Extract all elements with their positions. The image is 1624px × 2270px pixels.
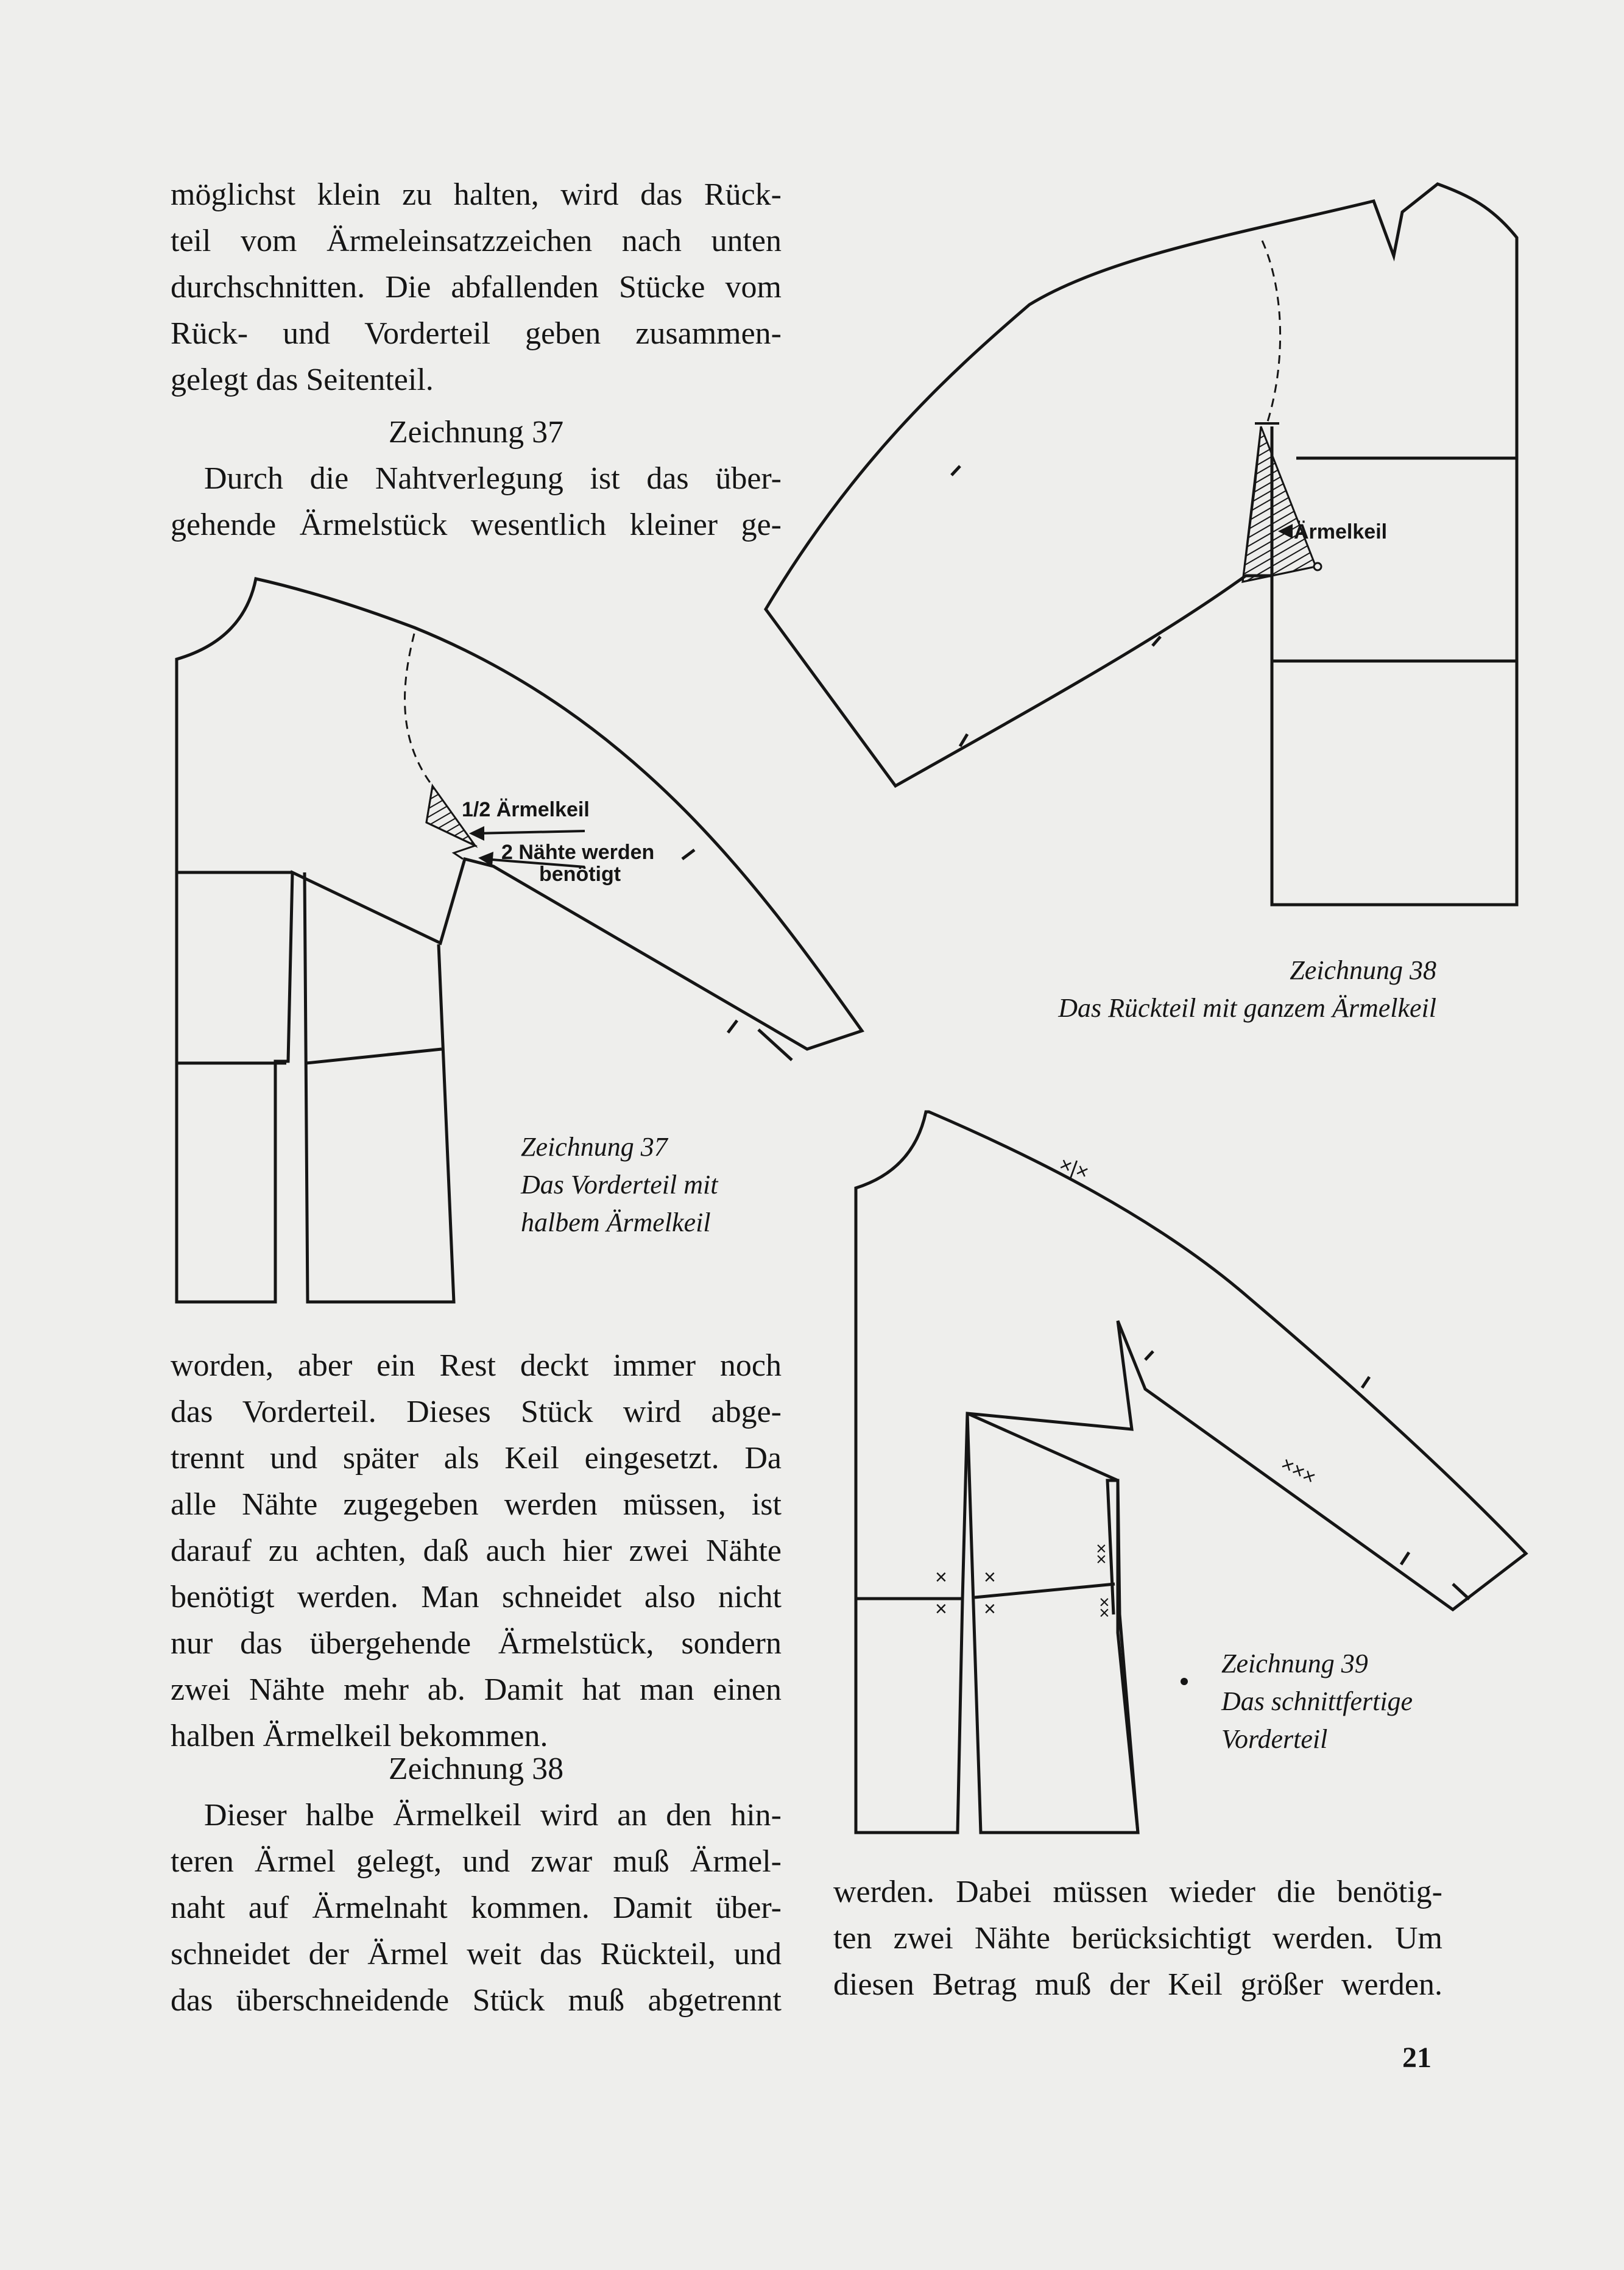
sleeve-notch: [1145, 1351, 1153, 1360]
text-line: möglichst klein zu halten, wird das Rück-: [171, 177, 782, 212]
text-line: durchschnitten. Die abfallenden Stücke vom: [171, 270, 782, 305]
mark-side-upper: ××: [1091, 1543, 1111, 1565]
arrow-head: [469, 826, 484, 841]
caption-title: Zeichnung 39: [1221, 1649, 1368, 1678]
text-line: ten zwei Nähte berücksichtigt werden. Um: [833, 1921, 1442, 1956]
figure-37: [177, 579, 862, 1302]
mark-hip-left-top: ×: [935, 1566, 947, 1589]
text-line: Durch die Nahtverlegung ist das über-: [204, 461, 782, 496]
text-line: das überschneidende Stück muß abgetrennt: [171, 1983, 782, 2018]
mark-sleeve: ×××: [1277, 1452, 1320, 1490]
caption-line: Das schnittfertige: [1221, 1686, 1413, 1716]
front-piece-outline: [177, 579, 862, 1302]
lower-panel-outline: [967, 1413, 1138, 1833]
text-line: zwei Nähte mehr ab. Damit hat man einen: [171, 1672, 782, 1707]
mark-hip-center-top: ×: [984, 1566, 996, 1589]
text-line: worden, aber ein Rest deckt immer noch: [171, 1348, 782, 1383]
caption-line: Das Rückteil mit ganzem Ärmelkeil: [1058, 993, 1436, 1023]
text-line: alle Nähte zugegeben werden müssen, ist: [171, 1487, 782, 1522]
text-line: diesen Betrag muß der Keil größer werden.: [833, 1967, 1442, 2002]
sleeve-hem-mark: [758, 1030, 792, 1060]
sleeve-notch: [951, 466, 960, 475]
label-two-seams: 2 Nähte werden: [501, 841, 655, 864]
page-number: 21: [1402, 2042, 1432, 2074]
wedge-hatched: [1243, 426, 1316, 582]
sleeve-notch: [1401, 1552, 1409, 1565]
text-line: das Vorderteil. Dieses Stück wird abge-: [171, 1395, 782, 1429]
text-line: halben Ärmelkeil bekommen.: [171, 1719, 548, 1753]
label-half-wedge: 1/2 Ärmelkeil: [462, 798, 590, 821]
text-line: benötigt werden. Man schneidet also nicht: [171, 1580, 782, 1614]
text-line: teren Ärmel gelegt, und zwar muß Ärmel-: [171, 1844, 782, 1879]
mark-shoulder: ×|×: [1056, 1152, 1092, 1185]
text-line: gehende Ärmelstück wesentlich kleiner ge-: [171, 507, 782, 542]
bullet-dot: [1181, 1678, 1188, 1685]
mark-hip-left-bottom: ×: [935, 1597, 947, 1621]
mark-hip-center-bottom: ×: [984, 1597, 996, 1621]
text-line: darauf zu achten, daß auch hier zwei Nähte: [171, 1533, 782, 1568]
text-line: schneidet der Ärmel weit das Rückteil, und: [171, 1937, 782, 1971]
hip-line-right: [306, 1049, 442, 1063]
figure-38: [766, 184, 1517, 905]
side-seam: [967, 1413, 1138, 1833]
mark-side-lower: ××: [1094, 1597, 1114, 1619]
label-wedge: Ärmelkeil: [1294, 520, 1388, 543]
finished-front-outline: [856, 1112, 1526, 1833]
text-line: Rück- und Vorderteil geben zusammen-: [171, 316, 782, 351]
armhole-dashed: [405, 634, 432, 786]
sleeve-notch: [1362, 1377, 1369, 1388]
text-line: gelegt das Seitenteil.: [171, 362, 434, 397]
sleeve-notch: [682, 850, 694, 859]
heading-zeichnung-38: Zeichnung 38: [388, 1752, 564, 1786]
caption-line: Das Vorderteil mit: [521, 1170, 718, 1200]
sleeve-notch: [728, 1020, 737, 1033]
text-line: Dieser halbe Ärmelkeil wird an den hin-: [204, 1798, 782, 1833]
wedge-point: [1314, 563, 1321, 570]
figure-39: [856, 1112, 1526, 1833]
caption-title: Zeichnung 37: [521, 1132, 668, 1162]
arrow-half-wedge: [475, 831, 585, 833]
text-line: trennt und später als Keil eingesetzt. Da: [171, 1441, 782, 1476]
text-line: nur das übergehende Ärmelstück, sondern: [171, 1626, 782, 1661]
text-line: teil vom Ärmeleinsatzzeichen nach unten: [171, 224, 782, 258]
text-line: naht auf Ärmelnaht kommen. Damit über-: [171, 1890, 782, 1925]
label-needed: benötigt: [539, 863, 621, 886]
sleeve-hem-mark: [1453, 1584, 1469, 1599]
armhole-dashed: [1262, 241, 1280, 423]
text-line: werden. Dabei müssen wieder die benötig-: [833, 1875, 1442, 1909]
lower-front-panel: [305, 872, 454, 1302]
caption-line: Vorderteil: [1221, 1724, 1328, 1754]
heading-zeichnung-37: Zeichnung 37: [388, 415, 564, 450]
caption-line: halbem Ärmelkeil: [521, 1207, 711, 1237]
back-piece-outline: [766, 184, 1517, 905]
caption-title: Zeichnung 38: [1290, 955, 1436, 985]
